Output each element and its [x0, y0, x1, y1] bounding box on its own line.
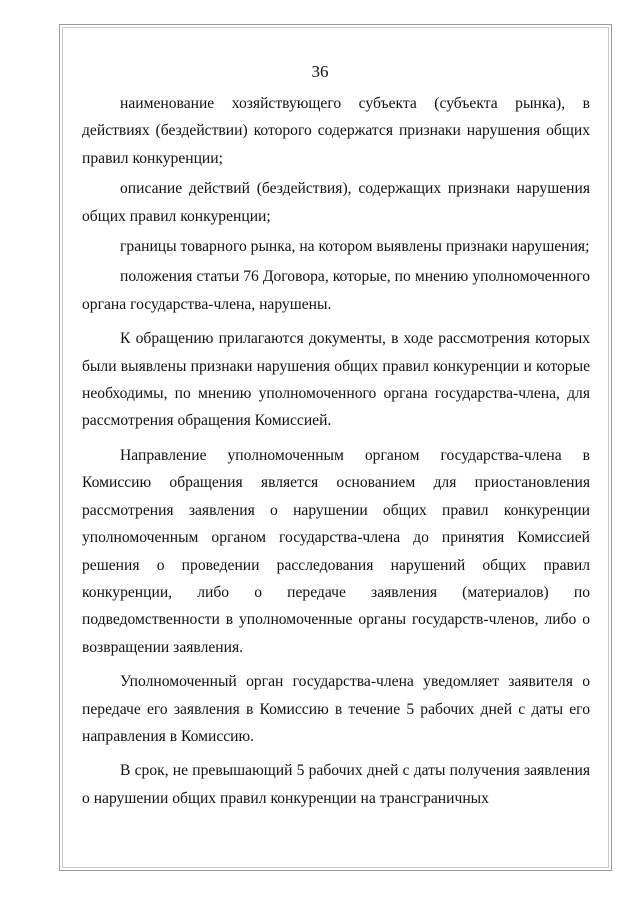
paragraph: наименование хозяйствующего субъекта (субъекта рынка), в действиях (бездействии) которого содержатся признаки нарушения общих правил конкуренции; [82, 95, 590, 167]
paragraph: границы товарного рынка, на котором выявлены признаки нарушения; [120, 238, 590, 256]
paragraph: Направление уполномоченным органом государства-члена в Комиссию обращения является основанием для приостановления рассмотрения заявления о нарушении общих правил конкуренции уполномоченным органом государства-члена до принятия Комиссией решения о проведении расследования нарушений общих правил конкуренции, либо о передаче заявления (материалов) по подведомственности в уполномоченные органы государств-членов, либо о возвращении заявления. [82, 446, 590, 656]
paragraph: описание действий (бездействия), содержащих признаки нарушения общих правил конкуренции; [82, 180, 590, 225]
paragraph: Уполномоченный орган государства-члена уведомляет заявителя о передаче его заявления в Комиссию в течение 5 рабочих дней с даты его направления в Комиссию. [82, 673, 590, 745]
paragraph: К обращению прилагаются документы, в ходе рассмотрения которых были выявлены признаки нарушения общих правил конкуренции и которые необходимы, по мнению уполномоченного органа государства-члена, для рассмотрения обращения Комиссией. [82, 330, 590, 430]
paragraph: положения статьи 76 Договора, которые, по мнению уполномоченного органа государства-члена, нарушены. [82, 268, 590, 313]
document-body [82, 90, 590, 812]
paragraph: В срок, не превышающий 5 рабочих дней с даты получения заявления о нарушении общих правил конкуренции на трансграничных [82, 762, 590, 807]
page-number: 36 [311, 62, 329, 81]
